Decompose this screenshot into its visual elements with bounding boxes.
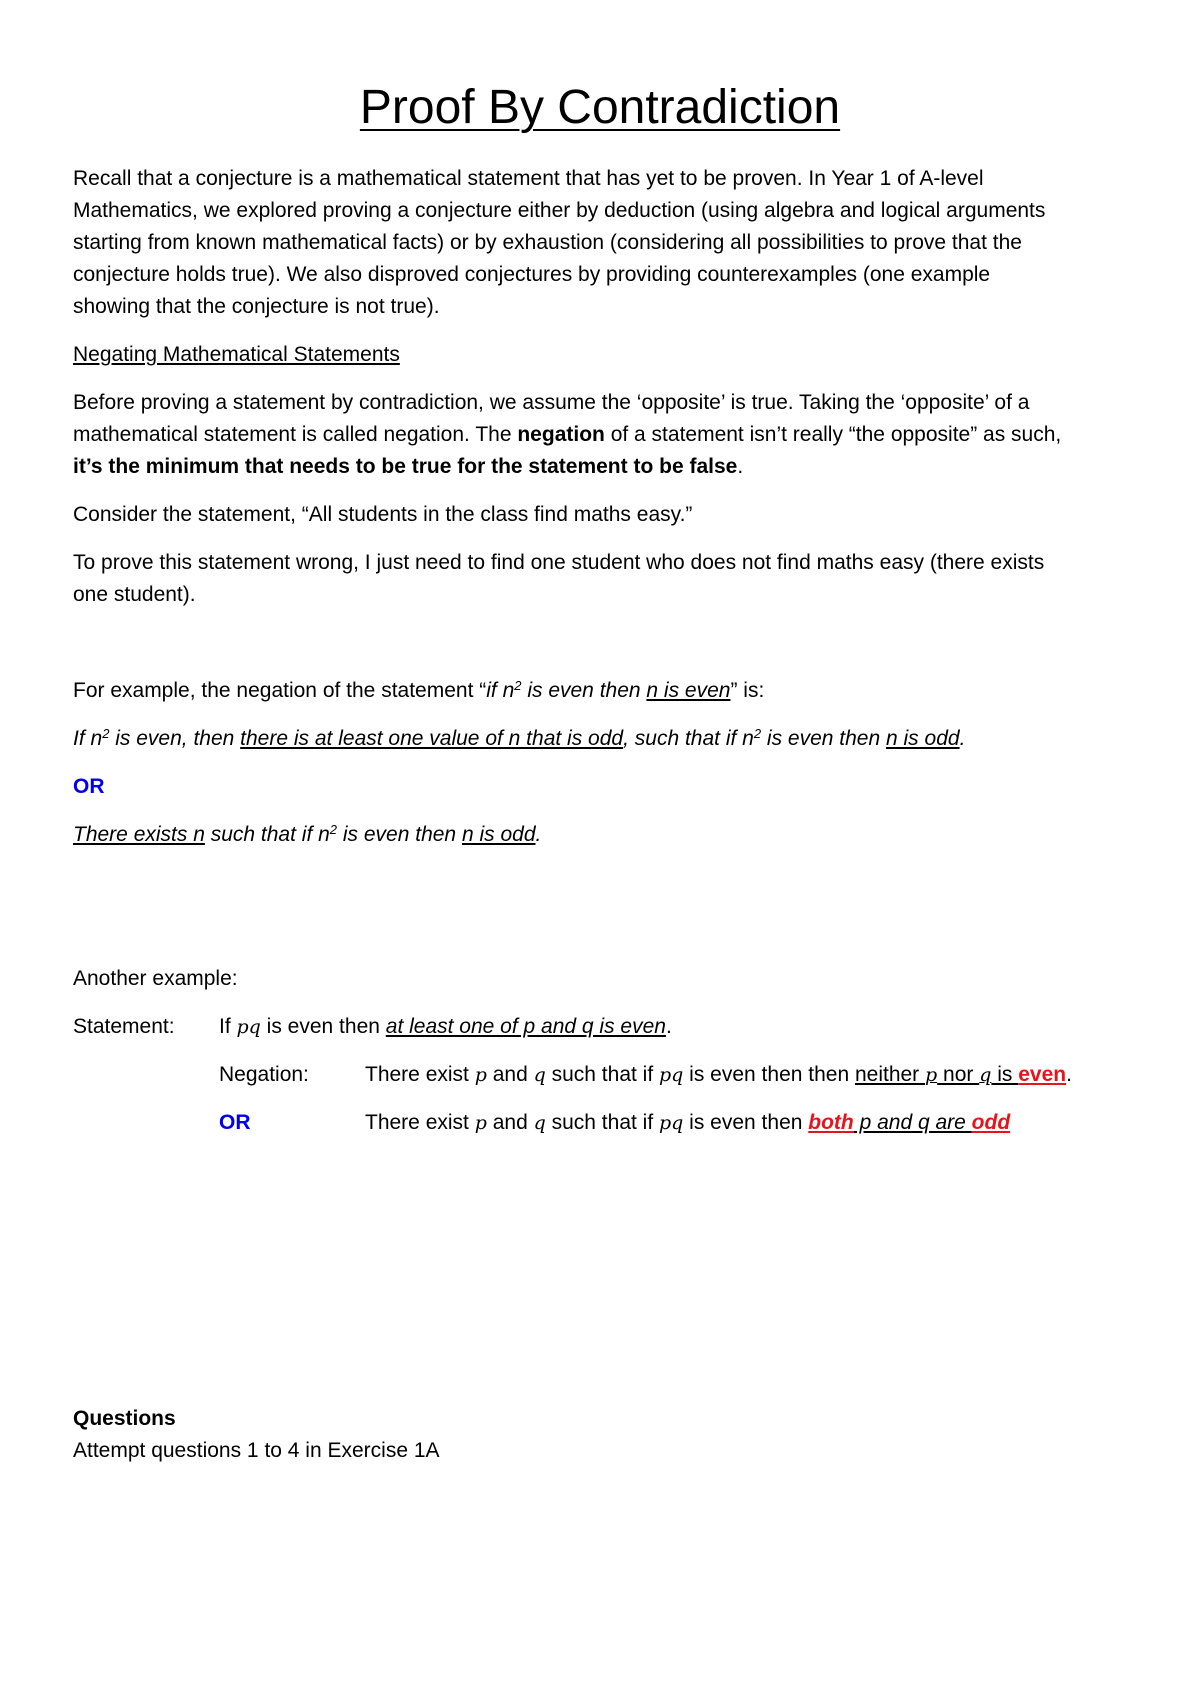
negating-line-1: Before proving a statement by contradiction, we assume the ‘opposite’ is true. Taking the ‘opposite’ of a xyxy=(73,391,1030,414)
page-title: Proof By Contradiction xyxy=(359,81,841,134)
intro-line-2: Mathematics, we explored proving a conjecture either by deduction (using algebra and logical arguments xyxy=(73,199,1046,222)
example1-negation: If $n^2$ is even, then there is at least one value of n that is odd, such that if $n^2$ is even then n is odd. xyxy=(73,726,966,750)
prove-line-1: To prove this statement wrong, I just need to find one student who does not find maths easy (there exists xyxy=(73,551,1045,574)
questions-heading: Questions xyxy=(73,1407,176,1430)
negating-line-3: it’s the minimum that needs to be true for the statement to be false. xyxy=(73,455,744,478)
example2-heading: Another example: xyxy=(73,967,238,990)
intro-line-3: starting from known mathematical facts) or by exhaustion (considering all possibilities to prove that the xyxy=(73,231,1022,254)
intro-line-1: Recall that a conjecture is a mathematical statement that has yet to be proven. In Year 1 of A-level xyxy=(73,167,984,190)
example1-alternative: There exists n such that if $n^2$ is even then n is odd. xyxy=(73,822,542,846)
negation-label: Negation: xyxy=(219,1063,309,1086)
negating-line-2: mathematical statement is called negation. The negation of a statement isn’t really “the opposite” as such, xyxy=(73,423,1062,446)
statement-label: Statement: xyxy=(73,1015,175,1038)
prove-line-2: one student). xyxy=(73,583,196,606)
example2-or: OR xyxy=(219,1111,251,1134)
negation-term: negation xyxy=(517,423,605,446)
statement-text: If pq is even then at least one of p and q is even. xyxy=(219,1015,672,1038)
example1-or: OR xyxy=(73,775,105,798)
consider-statement: Consider the statement, “All students in the class find maths easy.” xyxy=(73,503,693,526)
negation-definition: it’s the minimum that needs to be true for the statement to be false xyxy=(73,455,738,478)
section-heading-negating: Negating Mathematical Statements xyxy=(73,343,400,366)
example1-intro: For example, the negation of the statement “if $n^2$ is even then n is even” is: xyxy=(73,678,765,702)
questions-text: Attempt questions 1 to 4 in Exercise 1A xyxy=(73,1439,440,1462)
intro-line-5: showing that the conjecture is not true). xyxy=(73,295,440,318)
or-text: There exist p and q such that if pq is even then both p and q are odd xyxy=(365,1111,1011,1134)
intro-line-4: conjecture holds true). We also disproved conjectures by providing counterexamples (one example xyxy=(73,263,991,286)
negation-text: There exist p and q such that if pq is even then then neither p nor q is even. xyxy=(365,1063,1072,1086)
